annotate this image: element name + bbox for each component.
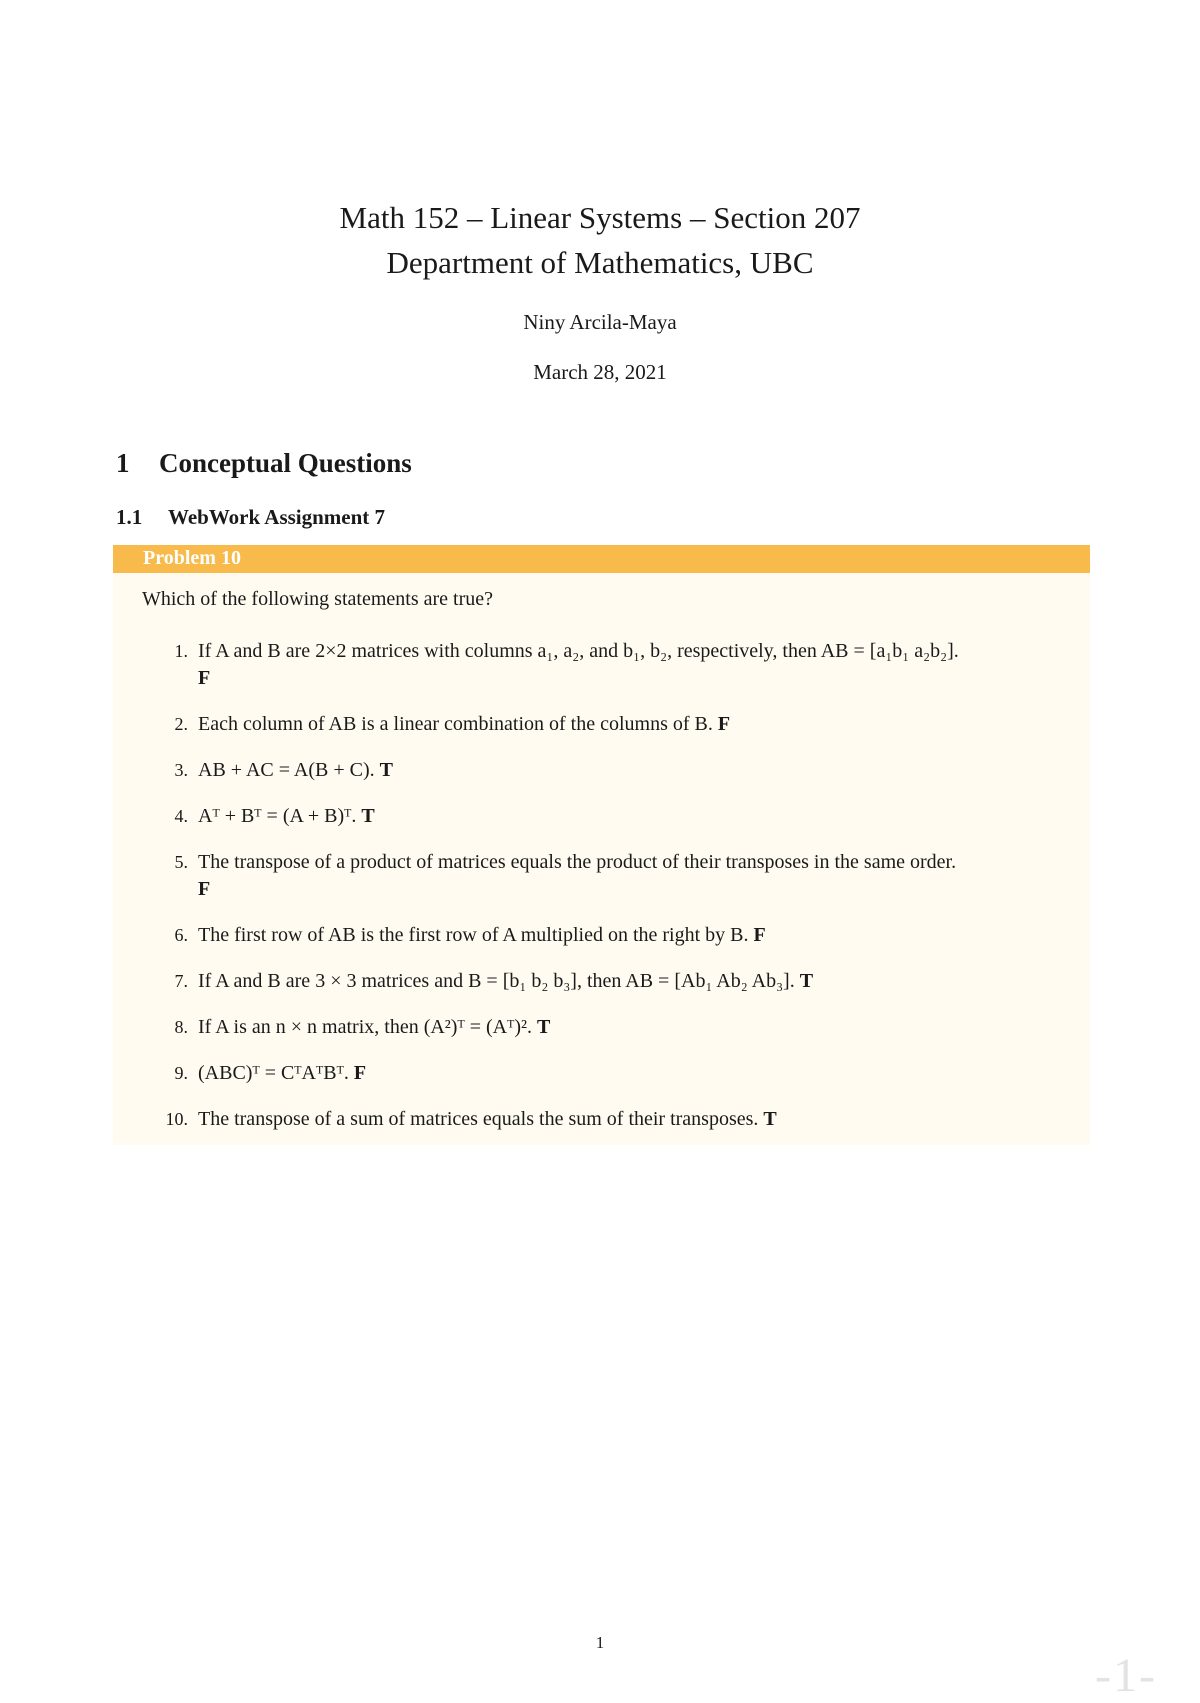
document-title-line2: Department of Mathematics, UBC (386, 245, 814, 280)
item-text: If A and B are 3 × 3 matrices and B = [b₁ b₂ b₃], then AB = [Ab₁ Ab₂ Ab₃]. (198, 970, 795, 992)
item-number: 9. (174, 1063, 188, 1083)
problem-header-label: Problem 10 (143, 547, 241, 569)
document-title-line1: Math 152 – Linear Systems – Section 207 (339, 200, 861, 235)
item-number: 3. (174, 760, 188, 780)
author: Niny Arcila-Maya (523, 310, 677, 334)
date: March 28, 2021 (533, 360, 667, 384)
item-text: AB + AC = A(B + C). (198, 759, 375, 781)
item-text: (ABC)ᵀ = CᵀAᵀBᵀ. (198, 1062, 349, 1084)
item-text: Aᵀ + Bᵀ = (A + B)ᵀ. (198, 805, 357, 827)
item-answer: F (753, 924, 766, 946)
item-answer: F (198, 878, 211, 900)
item-answer: F (198, 667, 211, 689)
item-number: 10. (165, 1109, 188, 1129)
corner-page-mark: -1- (1095, 1649, 1157, 1702)
item-text: The first row of AB is the first row of A multiplied on the right by B. (198, 924, 749, 946)
item-number: 7. (174, 971, 188, 991)
item-answer: F (353, 1062, 367, 1084)
item-number: 1. (174, 641, 188, 661)
problem-box-header (113, 545, 1090, 573)
section-title: Conceptual Questions (159, 448, 412, 478)
item-text: Each column of AB is a linear combination of the columns of B. (198, 713, 713, 735)
subsection-heading (116, 505, 385, 530)
subsection-title: WebWork Assignment 7 (168, 505, 386, 529)
item-number: 8. (174, 1017, 188, 1037)
item-number: 4. (174, 806, 188, 826)
item-text: If A and B are 2×2 matrices with columns a₁, a₂, and b₁, b₂, respectively, then AB = [a₁b₁ a₂b₂]. (198, 640, 959, 662)
section-heading (116, 448, 412, 479)
section-number: 1 (116, 448, 130, 478)
item-answer: T (799, 970, 814, 992)
item-answer: T (379, 759, 393, 781)
item-answer: F (717, 713, 731, 735)
item-answer: T (763, 1108, 777, 1130)
problem-intro: Which of the following statements are true? (142, 588, 493, 610)
item-answer: T (536, 1016, 551, 1038)
item-text: The transpose of a sum of matrices equals the sum of their transposes. (198, 1108, 759, 1130)
item-answer: T (361, 805, 375, 827)
page-number: 1 (595, 1633, 605, 1652)
item-text: The transpose of a product of matrices equals the product of their transposes in the same order. (198, 851, 957, 873)
item-number: 6. (174, 925, 188, 945)
item-number: 5. (174, 852, 188, 872)
subsection-number: 1.1 (116, 505, 143, 529)
item-text: If A is an n × n matrix, then (A²)ᵀ = (Aᵀ)². (198, 1016, 532, 1038)
item-number: 2. (174, 714, 188, 734)
